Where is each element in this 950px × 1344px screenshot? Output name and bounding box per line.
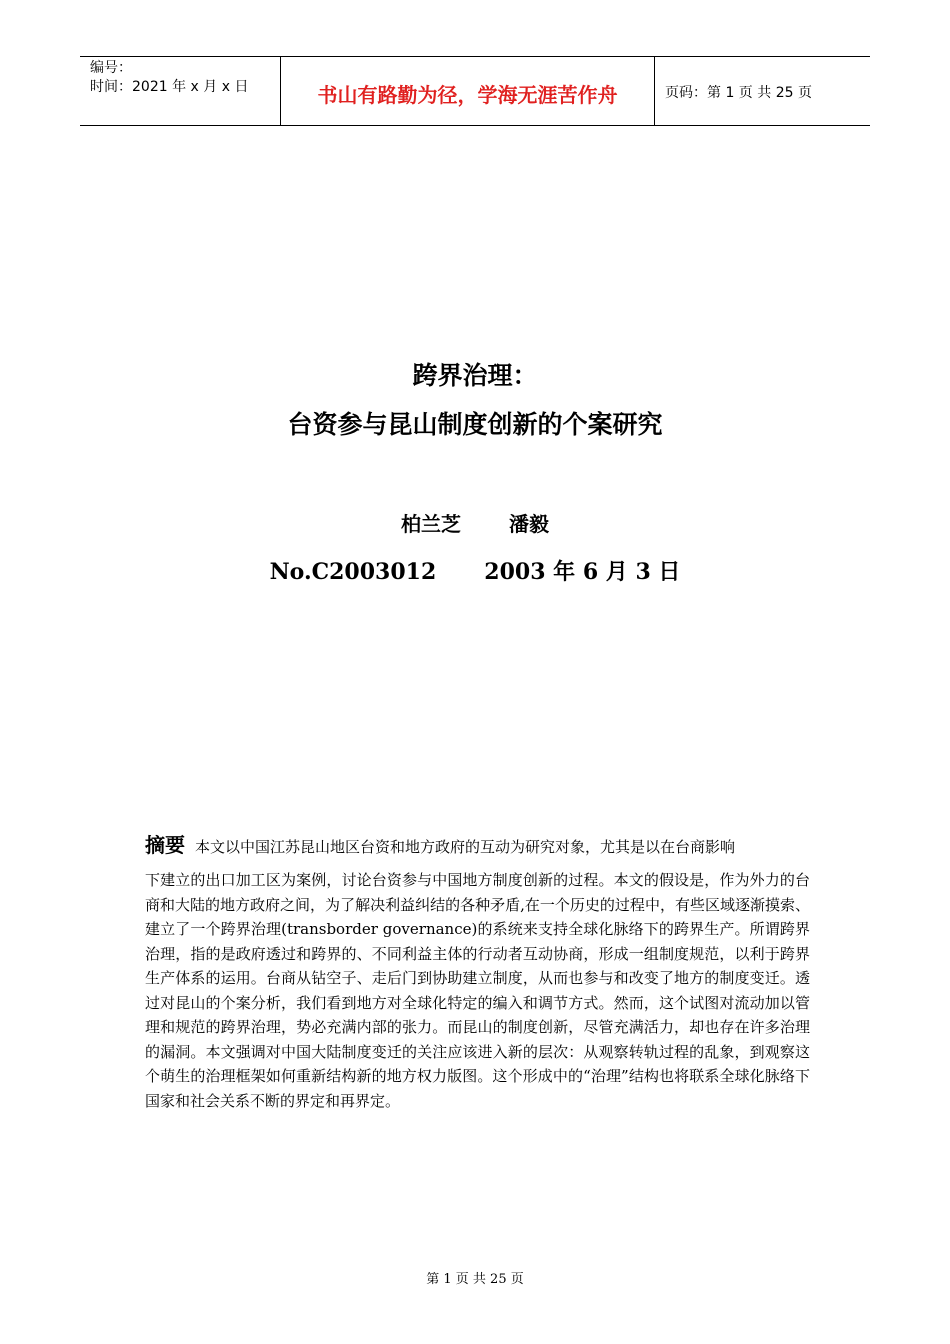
document-meta — [0, 555, 950, 586]
abstract — [145, 830, 810, 1113]
title-line-1: 跨界治理： — [412, 361, 538, 390]
abstract-label: 摘要 — [145, 833, 185, 857]
page-header — [80, 56, 870, 126]
header-number-label: 编号： — [90, 60, 132, 76]
document-date: 2003 年 6 月 3 日 — [484, 559, 681, 585]
abstract-first-text: 本文以中国江苏昆山地区台资和地方政府的互动为研究对象，尤其是以在台商影响 — [195, 838, 736, 856]
page-footer: 第 1 页 共 25 页 — [426, 1272, 524, 1287]
header-time-label: 时间：2021 年 x 月 x 日 — [90, 79, 249, 95]
header-left-cell — [80, 57, 281, 125]
author-2: 潘毅 — [509, 512, 549, 536]
abstract-body: 下建立的出口加工区为案例，讨论台资参与中国地方制度创新的过程。本文的假设是，作为外力的台商和大陆的地方政府之间，为了解决利益纠结的各种矛盾,在一个历史的过程中，有些区域逐渐摸索、建立了一个跨界治理(transborder governance)的系统来支持全球化脉络下的跨界生产。所谓跨界治理，指的是政府透过和跨界的、不同利益主体的行动者互动协商，形成一组制度规范，以利于跨界生产体系的运用。台商从钻空子、走后门到协助建立制度，从而也参与和改变了地方的制度变迁。透过对昆山的个案分析，我们看到地方对全球化特定的编入和调节方式。然而，这个试图对流动加以管理和规范的跨界治理，势必充满内部的张力。而昆山的制度创新，尽管充满活力，却也存在许多治理的漏洞。本文强调对中国大陆制度变迁的关注应该进入新的层次：从观察转轨过程的乱象，到观察这个萌生的治理框架如何重新结构新的地方权力版图。这个形成中的“治理”结构也将联系全球化脉络下国家和社会关系不断的界定和再界定。 — [145, 871, 810, 1110]
document-number: No.C2003012 — [269, 559, 437, 585]
header-motto: 书山有路勤为径，学海无涯苦作舟 — [281, 57, 655, 125]
author-1: 柏兰芝 — [401, 512, 461, 536]
header-page-label: 页码：第 1 页 共 25 页 — [665, 85, 812, 101]
abstract-first-line — [145, 830, 810, 862]
title-line-2: 台资参与昆山制度创新的个案研究 — [287, 410, 663, 439]
authors — [0, 508, 950, 537]
